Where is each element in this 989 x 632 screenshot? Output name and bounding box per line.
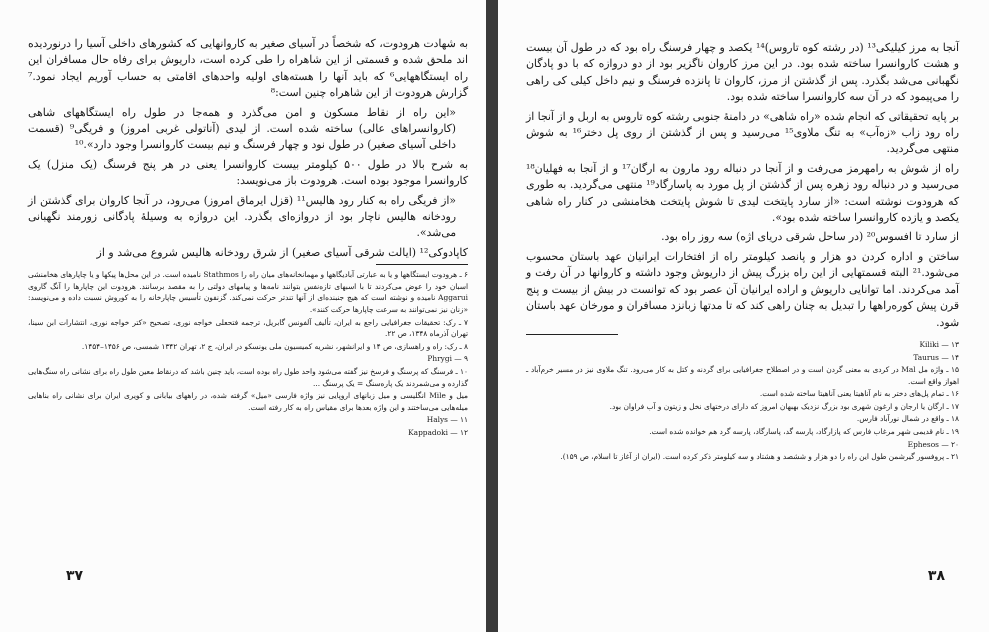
footnote-divider xyxy=(376,264,468,265)
right-paragraph-5: ساختن و اداره کردن دو هزار و پانصد کیلومتر راه از افتخارات ایرانیان عهد باستان محسوب می‌شود.²¹ البته قسمتهایی از این راه بزرگ پیش از داریوش وجود داشته و کاروانها در آن رفت و آمد می‌کردند. اما توانایی داریوش و اراده ایرانیان آن عصر بود که توانست در بیش از بیست و پنج قرن پیش کوره‌راهها را تبدیل به چنان راهی کند که تا مدتها زبانزد مسافران و مورخان عهد باستان شود. xyxy=(526,249,959,329)
left-footnote-10-cont: میل و Mile انگلیسی و میل زبانهای اروپایی نیز واژه فارسی «میل» گرفته شده، در راههای بیابانی و کویری ایران برای نشانی راه بناهایی میله‌هایی می‌ساختند و این واژه بعدها برای مقیاس راه به کار رفته است. xyxy=(28,391,468,412)
right-footnote-17: ۱۷ ـ ارگان یا ارجان و ارغون شهری بود بزرگ نزدیک بهبهان امروز که دارای درختهای نخل و زیتون و آب فراوان بود. xyxy=(609,401,959,411)
left-paragraph-2: به شرح بالا در طول ۵۰۰ کیلومتر بیست کاروانسرا یعنی در هر پنج فرسنگ (یک منزل) یک کاروانسرا موجود بوده است. هرودوت باز می‌نویسد: xyxy=(28,157,468,188)
left-footnote-11: Halys — ۱۱ xyxy=(426,415,468,425)
right-paragraph-4: از سارد تا افسوس²⁰ (در ساحل شرقی دریای اژه) سه روز راه بود. xyxy=(661,230,959,244)
right-footnote-20: Ephesos — ۲۰ xyxy=(907,439,959,449)
left-footnote-8: ۸ ـ رک: راه و راهسازی، ص ۱۴ و ایرانشهر، نشریه کمیسیون ملی یونسکو در ایران، ج ۲، تهران ۱۳۴۲ شمسی، ص ۱۴۵۶–۱۴۵۴. xyxy=(81,341,468,351)
right-page xyxy=(498,0,989,632)
book-gutter xyxy=(486,0,498,632)
right-footnote-16: ۱۶ ـ تمام پل‌های دختر به نام آناهیتا یعنی آناهیتا ساخته شده است. xyxy=(759,389,959,399)
right-footnote-18: ۱۸ ـ واقع در شمال نورآباد فارس. xyxy=(856,414,959,424)
page-number: ۳۸ xyxy=(927,568,945,584)
right-footnote-21: ۲۱ ـ پروفسور گیرشمن طول این راه را دو هزار و ششصد و هشتاد و سه کیلومتر ذکر کرده است. (ایران از آغاز تا اسلام، ص ۱۵۹). xyxy=(560,452,959,462)
right-paragraph-3: راه از شوش به رامهرمز می‌رفت و از آنجا در دنباله رود مارون به ارگان¹⁷ و از آنجا به فهلیان¹⁸ می‌رسید و در دنباله رود زهره پس از گذشتن از پل مورد به پاسارگاد¹⁹ منتهی می‌گردید. به طوری که هرودوت نوشته است: «از سارد پایتخت لیدی تا شوش پایتخت هخامنشی در کنار راه شاهی یکصد و یازده کاروانسرا ساخته شده بود». xyxy=(526,161,959,225)
left-quote-1: «این راه از نقاط مسکون و امن می‌گذرد و همه‌جا در طول راه ایستگاههای شاهی (کاروانسراهای عالی) ساخته شده است. از لیدی (آناتولی غربی امروز) و فریگی⁹ (قسمت داخلی آسیای صغیر) در طول نود و چهار فرسنگ و نیم بیست کاروانسرا وجود دارد».¹⁰ xyxy=(28,105,457,152)
left-paragraph-1: به شهادت هرودوت، که شخصاً در آسیای صغیر به کاروانهایی که کشورهای داخلی آسیا را درنوردیده اند ملحق شده و قسمتی از این شاهراه را طی کرده است، داریوش برای رفاه حال مسافران این راه ایستگاههایی⁶ که باید آنها را هسته‌های اولیه واحدهای اقامتی به حساب آوریم ایجاد نمود.⁷ گزارش هرودوت از این شاهراه چنین است:⁸ xyxy=(28,37,468,100)
right-footnote-19: ۱۹ ـ نام قدیمی شهر مرغاب فارس که پازارگاد، پارسه گد، پاسارگاد، پارسه گرد هم خوانده شده است. xyxy=(649,427,959,437)
page-number: ۳۷ xyxy=(66,568,84,584)
left-quote-2: «از فریگی راه به کنار رود هالیس¹¹ (قزل ایرماق امروز) می‌رود، در آنجا کاروان برای گذشتن از رودخانه هالیس ناچار بود از دروازه‌ای بگذرد. این دروازه به وسیلهٔ پادگانی زورمند نگهبانی می‌شد». xyxy=(28,193,456,240)
left-footnote-10: ۱۰ ـ فرسنگ که پرسنگ و فرسخ نیز گفته می‌شود واحد طول راه بوده است، باید چنین باشد که درنقاط معین طول راه برای نشانی راه سنگ‌هایی گذارده و می‌شمردند یک پاره‌سنگ = یک پرسنگ ... xyxy=(28,367,468,388)
left-footnote-6: ۶ ـ هرودوت ایستگاهها و یا به عبارتی آبادیگاهها و مهمانخانه‌های میان راه را Stathmos نامیده است. در این محل‌ها پیکها و یا چاپارهای هخامنشی اسبان خود را عوض می‌کردند تا با اسبهای تازه‌نفس بتوانند نامه‌ها و پیامهای دولتی را به مقصد برسانند. هرودوت این چاپارها را آنگ گاروی Aggarui نامیده و نوشته است که هیچ جنبنده‌ای از آنها تندتر حرکت نمی‌کند. گزنفون تأسیس چاپارخانه را به کوروش نسبت داده و می‌نویسد: «زنان نیز نمی‌توانند به سرعت چاپارها حرکت کنند». xyxy=(28,270,468,315)
footnote-divider xyxy=(526,334,618,335)
left-paragraph-3: کاپادوکی¹² (ایالت شرقی آسیای صغیر) از شرق رودخانه هالیس شروع می‌شد و از xyxy=(96,245,468,259)
right-footnote-15: ۱۵ ـ واژه مل Mal در کردی به معنی گردن است و در اصطلاح جغرافیایی برای گردنه و کتل به کار می‌رود. تنگ ملاوی نیز در مسیر خرم‌آباد ـ اهواز واقع است. xyxy=(526,365,959,386)
right-footnote-13: Kiliki — ۱۳ xyxy=(919,339,959,349)
left-footnote-12: Kappadoki — ۱۲ xyxy=(408,428,468,437)
right-footnote-14: Taurus — ۱۴ xyxy=(913,352,959,362)
right-paragraph-1: آنجا به مرز کیلیکی¹³ (در رشته کوه تاروس)¹⁴ یکصد و چهار فرسنگ راه بود که در طول آن بیست و هشت کاروانسرا ساخته شده بود. در این مرز کاروان ناگزیر بود از دو دروازه که با دو پادگان نگهبانی می‌شد بگذرد. پس از گذشتن از مرز، کاروان تا پانزده فرسنگ و نیم داخل کیلی کی راهی را می‌پیمود که در آن سه کاروانسرا ساخته شده بود. xyxy=(526,41,959,104)
right-paragraph-2: بر پایه تحقیقاتی که انجام شده «راه شاهی» در دامنهٔ جنوبی رشته کوه تاروس به اربل و از آنجا از راه رود زاب «زه‌آب» به تنگ ملاوی¹⁵ می‌رسید و پس از گذشتن از روی پل دختر¹⁶ به شوش منتهی می‌گردید. xyxy=(526,109,960,156)
left-page xyxy=(0,0,486,632)
left-footnote-7: ۷ ـ رک: تحقیقات جغرافیایی راجع به ایران، تألیف آلفونس گابریل، ترجمه فتحعلی خواجه نوری، تصحیح «کتر خواجه نوری، انتشارات ابن سینا، تهران آذرماه ۱۳۴۸، ص ۲۲. xyxy=(28,317,468,339)
left-footnote-9: Phrygi — ۹ xyxy=(427,354,468,364)
